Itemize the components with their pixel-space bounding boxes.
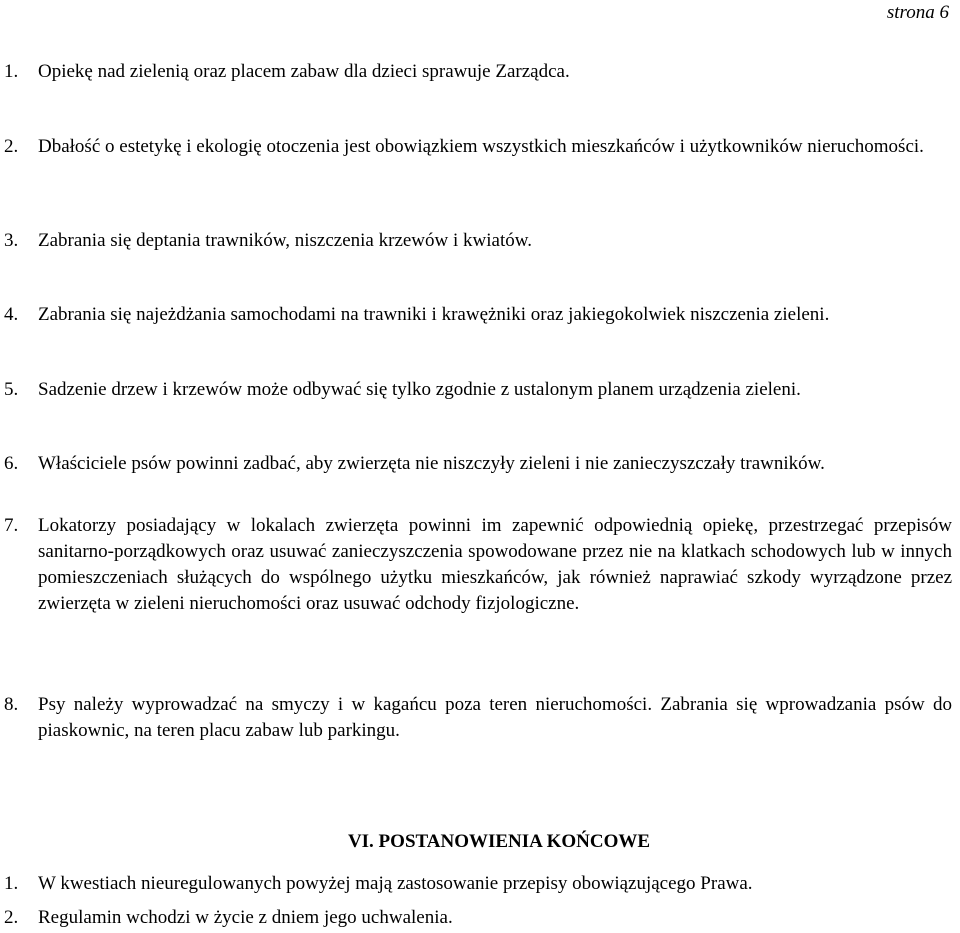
rule-text: Dbałość o estetykę i ekologię otoczenia jest obowiązkiem wszystkich mieszkańców i użytkowników nieruchomości. [38, 136, 924, 157]
rule-number: 1. [4, 61, 19, 82]
rule-text: Właściciele psów powinni zadbać, aby zwierzęta nie niszczyły zieleni i nie zanieczyszczały trawników. [38, 453, 825, 474]
rule-number: 4. [4, 304, 19, 325]
rule-text: Opiekę nad zielenią oraz placem zabaw dla dzieci sprawuje Zarządca. [38, 61, 570, 82]
final-text: W kwestiach nieuregulowanych powyżej mają zastosowanie przepisy obowiązującego Prawa. [38, 873, 753, 894]
final-number: 2. [4, 907, 19, 928]
rule-number: 3. [4, 230, 19, 251]
final-item-1 [4, 871, 952, 897]
final-number: 1. [4, 873, 19, 894]
rule-item-1 [4, 59, 952, 85]
rule-item-8 [4, 692, 952, 744]
rule-item-2 [4, 134, 952, 160]
rule-number: 5. [4, 379, 19, 400]
rule-text: Lokatorzy posiadający w lokalach zwierzęta powinni im zapewnić odpowiednią opiekę, przestrzegać przepisów sanitarno-porządkowych oraz usuwać zanieczyszczenia spowodowane przez nie na klatkach schodowych lub w innych pomieszczeniach służących do wspólnego użytku mieszkańców, jak również naprawiać szkody wyrządzone przez zwierzęta w zieleni nieruchomości oraz usuwać odchody fizjologiczne. [38, 515, 952, 614]
rule-number: 7. [4, 515, 19, 536]
rule-item-7 [4, 513, 952, 617]
rule-text: Zabrania się deptania trawników, niszczenia krzewów i kwiatów. [38, 230, 532, 251]
rule-text: Zabrania się najeżdżania samochodami na trawniki i krawężniki oraz jakiegokolwiek niszczenia zieleni. [38, 304, 830, 325]
final-item-2 [4, 905, 952, 931]
rule-number: 2. [4, 136, 19, 157]
rule-item-6 [4, 451, 952, 477]
rule-item-3 [4, 228, 952, 254]
rule-number: 6. [4, 453, 19, 474]
final-text: Regulamin wchodzi w życie z dniem jego uchwalenia. [38, 907, 453, 928]
rule-item-5 [4, 377, 952, 403]
section-title [0, 829, 960, 855]
rule-text: Psy należy wyprowadzać na smyczy i w kagańcu poza teren nieruchomości. Zabrania się wprowadzania psów do piaskownic, na teren placu zabaw lub parkingu. [38, 694, 952, 741]
section-title-text: VI. POSTANOWIENIA KOŃCOWE [347, 831, 651, 852]
rule-item-4 [4, 302, 952, 328]
rule-text: Sadzenie drzew i krzewów może odbywać się tylko zgodnie z ustalonym planem urządzenia zieleni. [38, 379, 801, 400]
page-number: strona 6 [886, 2, 949, 23]
rule-number: 8. [4, 694, 19, 715]
